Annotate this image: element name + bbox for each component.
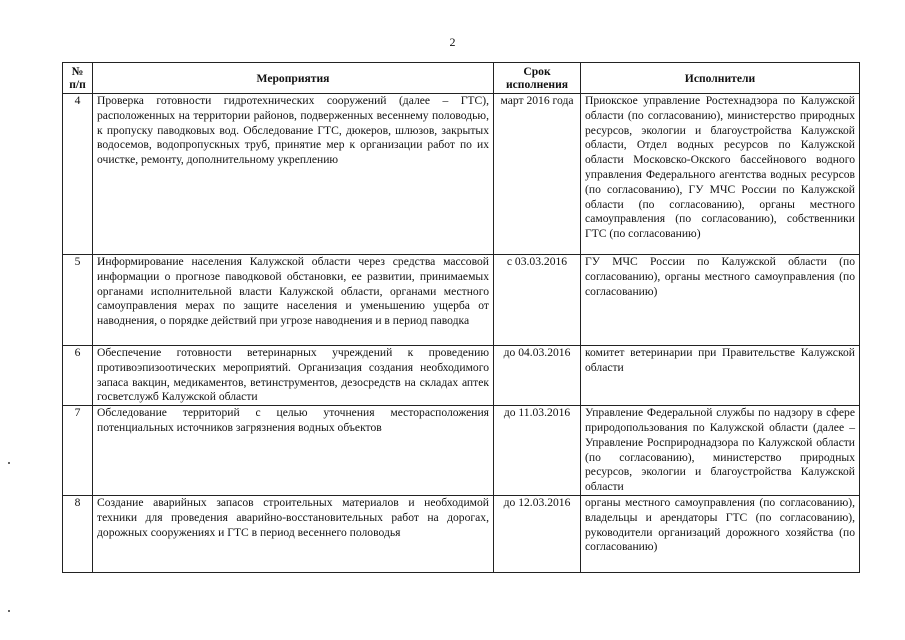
row-term: до 04.03.2016 bbox=[494, 346, 581, 406]
row-term: март 2016 года bbox=[494, 94, 581, 255]
row-task: Создание аварийных запасов строительных материалов и необходимой техники для проведения аварийно-восстановительных работ на дорогах, дорожных сооружениях и ГТС в период весеннего половодья bbox=[93, 495, 494, 572]
row-term: до 11.03.2016 bbox=[494, 406, 581, 496]
row-num: 8 bbox=[63, 495, 93, 572]
row-exec: ГУ МЧС России по Калужской области (по согласованию), органы местного самоуправления (по согласованию) bbox=[581, 255, 860, 346]
row-num: 5 bbox=[63, 255, 93, 346]
table-row bbox=[63, 255, 860, 346]
row-task: Обследование территорий с целью уточнения месторасположения потенциальных источников загрязнения водных объектов bbox=[93, 406, 494, 496]
row-exec: комитет ветеринарии при Правительстве Калужской области bbox=[581, 346, 860, 406]
measures-table bbox=[62, 62, 860, 573]
row-task: Проверка готовности гидротехнических сооружений (далее – ГТС), расположенных на территории районов, подверженных весеннему половодью, к пропуску паводковых вод. Обследование ГТС, дюкеров, шлюзов, закрытых водосемов, водопропускных труб, принятие мер к организации работ по их очистке, ремонту, дополнительному укреплению bbox=[93, 94, 494, 255]
table-row bbox=[63, 94, 860, 255]
header-task: Мероприятия bbox=[93, 63, 494, 94]
row-term: с 03.03.2016 bbox=[494, 255, 581, 346]
table-row bbox=[63, 495, 860, 572]
row-exec: органы местного самоуправления (по согласованию), владельцы и арендаторы ГТС (по согласованию), руководители организаций дорожного хозяйства (по согласованию) bbox=[581, 495, 860, 572]
header-num: № п/п bbox=[63, 63, 93, 94]
table-row bbox=[63, 406, 860, 496]
row-task: Информирование населения Калужской области через средства массовой информации о прогнозе паводковой обстановки, ее развитии, принимаемых органами исполнительной власти Калужской области, органами местного самоуправления мерах по защите населения и уменьшению ущерба от наводнения, о порядке действий при угрозе наводнения и в период паводка bbox=[93, 255, 494, 346]
page-number: 2 bbox=[449, 35, 456, 49]
scan-speck bbox=[8, 610, 10, 612]
row-task: Обеспечение готовности ветеринарных учреждений к проведению противоэпизоотических мероприятий. Организация создания необходимого запаса вакцин, медикаментов, ветинструментов, дезосредств на складах аптек госветслужб Калужской области bbox=[93, 346, 494, 406]
table-row bbox=[63, 346, 860, 406]
row-num: 6 bbox=[63, 346, 93, 406]
row-term: до 12.03.2016 bbox=[494, 495, 581, 572]
table-header-row bbox=[63, 63, 860, 94]
row-exec: Управление Федеральной службы по надзору в сфере природопользования по Калужской области (далее – Управление Росприроднадзора по Калужской области (по согласованию), министерство природных ресурсов, экологии и благоустройства Калужской области bbox=[581, 406, 860, 496]
header-term: Срок исполнения bbox=[494, 63, 581, 94]
row-num: 7 bbox=[63, 406, 93, 496]
header-exec: Исполнители bbox=[581, 63, 860, 94]
scan-speck bbox=[8, 462, 10, 464]
row-exec: Приокское управление Ростехнадзора по Калужской области (по согласованию), министерство природных ресурсов, экологии и благоустройства Калужской области, Отдел водных ресурсов по Калужской области Московско-Окского бассейнового водного управления Федерального агентства водных ресурсов (по согласованию), ГУ МЧС России по Калужской области (по согласованию), органы местного самоуправления (по согласованию), собственники ГТС (по согласованию) bbox=[581, 94, 860, 255]
row-num: 4 bbox=[63, 94, 93, 255]
